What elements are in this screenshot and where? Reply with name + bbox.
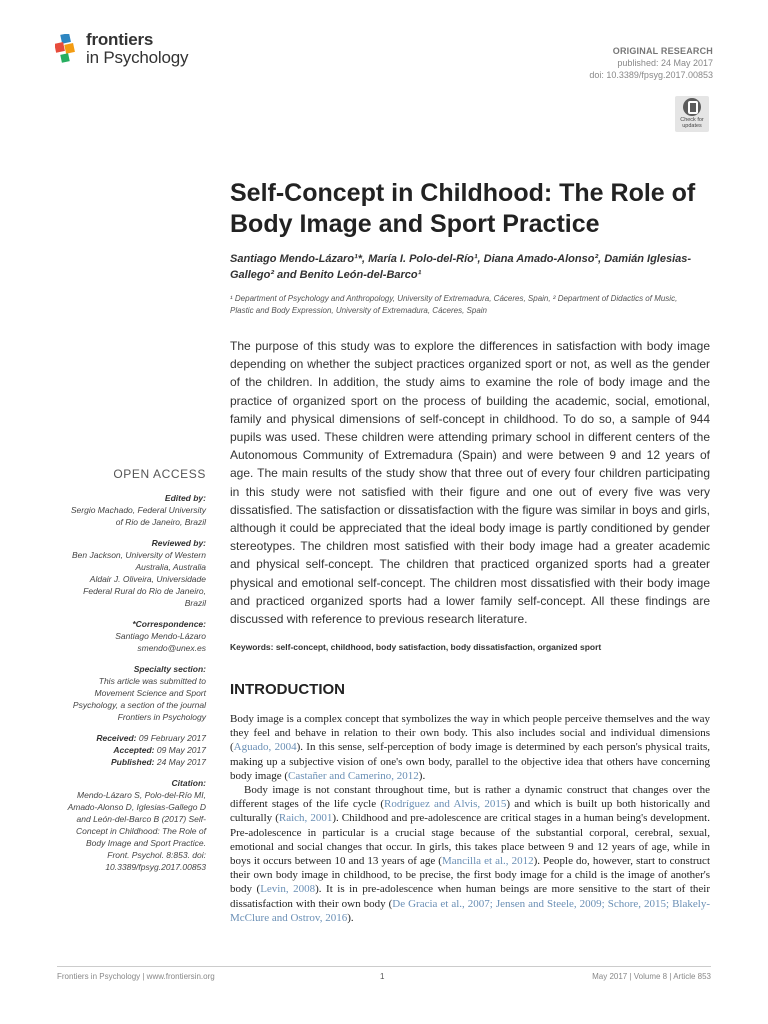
paragraph [230,783,710,925]
specialty-text: This article was submitted to Movement Science and Sport Psychology, a section of the journal Frontiers in Psychology [72,676,206,722]
footer-issue: May 2017 | Volume 8 | Article 853 [592,972,711,981]
accepted-date: 09 May 2017 [156,745,206,755]
check-for-updates-badge[interactable] [675,96,709,132]
article-info-sidebar [62,468,206,882]
frontiers-logo-icon [55,34,83,64]
text-run: ). [418,769,426,782]
citation-link[interactable]: De Gracia et al., 2007; Jensen and Steele, 2009; Schore, 2015; Blakely-McClure and Ostrov, 2016 [230,897,710,924]
abstract: The purpose of this study was to explore the differences in satisfaction with body image depending on whether the subject practices organized sport or not, as well as the gender of the children. In addition, the study aims to examine the role of body image and the practice of organized sport on the process of building the academic, social, emotional, family and physical dimensions of self-concept in childhood. To do so, a sample of 944 pupils was used. These children were attending primary school in different centers of the Autonomous Community of Extremadura (Spain) and were between 9 and 12 years of age. The main results of the study show that three out of every four children participating in this study were not satisfied with their figure and one out of every five was very dissatisfied. The satisfaction or dissatisfaction with the figure was similar in boys and girls, although it could be appreciated that the ideal body image is partly conditioned by gender stereotypes. The children most satisfied with their body image had a greater academic and physical self-concept. The children that practiced organized sports had a greater physical and emotional self-concept. The children most dissatisfied with their body image and practiced organized sports had a lower family self-concept. All these findings are discussed with reference to previous research literature. [230,339,710,627]
specialty-heading: Specialty section: [133,664,206,674]
citation-link[interactable]: Mancilla et al., 2012 [441,855,534,868]
published-date-sidebar: 24 May 2017 [156,757,206,767]
citation-text: Mendo-Lázaro S, Polo-del-Río MI, Amado-Alonso D, Iglesias-Gallego D and León-del-Barco B (2017) Self-Concept in Childhood: The Role of Body Image and Sport Practice. Front. Psychol. 8:853. doi: 10.3389/fpsyg.2017.00853 [67,790,206,872]
open-access-label: OPEN ACCESS [113,467,206,481]
journal-name-line1: frontiers [86,30,154,49]
article-type: ORIGINAL RESEARCH [612,46,713,56]
text-run: Body image is not constant throughout time, but is rather a dynamic construct that changes over the different stages of the life cycle ( [230,784,710,811]
text-run: ). Childhood and pre-adolescence are critical stages in a human being's development. Pre-adolescence in particular is a crucial stage because of the substantial corporal, cerebral, sexual, emotional and social changes that occur. In girls, this takes place between 9 and 12 years of age, while in boys it occurs between 10 and 13 years of age ( [230,812,710,868]
citation-link[interactable]: Castañer and Camerino, 2012 [288,769,419,782]
badge-text: Check for updates [680,117,704,129]
authors: Santiago Mendo-Lázaro¹*, María I. Polo-del-Río¹, Diana Amado-Alonso², Damián Iglesias-Gallego² and Benito León-del-Barco¹ [230,253,692,281]
correspondent: Santiago Mendo-Lázaro [115,631,206,641]
article-title: Self-Concept in Childhood: The Role of Body Image and Sport Practice [230,179,696,238]
article-meta [589,45,713,81]
page-number: 1 [380,972,385,981]
citation-link[interactable]: Aguado, 2004 [233,741,297,754]
affiliations: ¹ Department of Psychology and Anthropology, University of Extremadura, Cáceres, Spain, ² Department of Didactics of Music, Plastic and Body Expression, University of Extremadura, Cáceres, Spain [230,294,678,315]
published-label: Published: [111,757,155,767]
editor: Sergio Machado, Federal University of Rio de Janeiro, Brazil [70,505,206,527]
text-run: Body image is a complex concept that symbolizes the way in which people perceive themselves and the way they feel and behave in relation to their own body. This also includes social and individual dimensions ( [230,713,710,754]
published-date: published: 24 May 2017 [617,58,713,68]
footer-divider [57,966,711,967]
correspondence-heading: *Correspondence: [132,619,206,629]
correspondent-email[interactable]: smendo@unex.es [137,643,206,653]
text-run: ). It is in pre-adolescence when human beings are more sensitive to the start of their dissatisfaction with their own body ( [230,883,710,910]
keywords: Keywords: self-concept, childhood, body satisfaction, body dissatisfaction, organized sport [230,642,602,652]
edited-by-heading: Edited by: [164,493,206,503]
paragraph [230,712,710,783]
journal-logo[interactable] [55,30,215,80]
received-date: 09 February 2017 [138,733,206,743]
citation-link[interactable]: Raich, 2001 [278,812,333,825]
text-run: ). In this sense, self-perception of body image is determined by each person's physical traits, making up a subjective vision of one's own body, parallel to the objective idea that others have concerning body image ( [230,741,711,782]
journal-name-line2: in Psychology [86,48,189,67]
accepted-label: Accepted: [113,745,155,755]
citation-link[interactable]: Levin, 2008 [260,883,316,896]
text-run: ). [347,911,354,924]
section-heading-introduction: INTRODUCTION [230,681,345,698]
citation-link[interactable]: Rodríguez and Alvis, 2015 [384,798,507,811]
text-run: ) and which is built up both historically and culturally ( [230,798,710,825]
citation-heading: Citation: [171,778,206,788]
footer-journal[interactable]: Frontiers in Psychology | www.frontiersin.org [57,972,215,981]
reviewer: Ben Jackson, University of Western Australia, Australia [71,550,206,572]
reviewed-by-heading: Reviewed by: [151,538,206,548]
doi[interactable]: doi: 10.3389/fpsyg.2017.00853 [589,70,713,80]
introduction-body [230,712,710,925]
reviewer: Aldair J. Oliveira, Universidade Federal Rural do Rio de Janeiro, Brazil [83,574,206,608]
received-label: Received: [96,733,137,743]
text-run: ). People do, however, start to construct their own body image in childhood, to be precise, the first body image for a child is the image of another's body ( [230,855,710,896]
bookmark-icon [683,98,701,116]
